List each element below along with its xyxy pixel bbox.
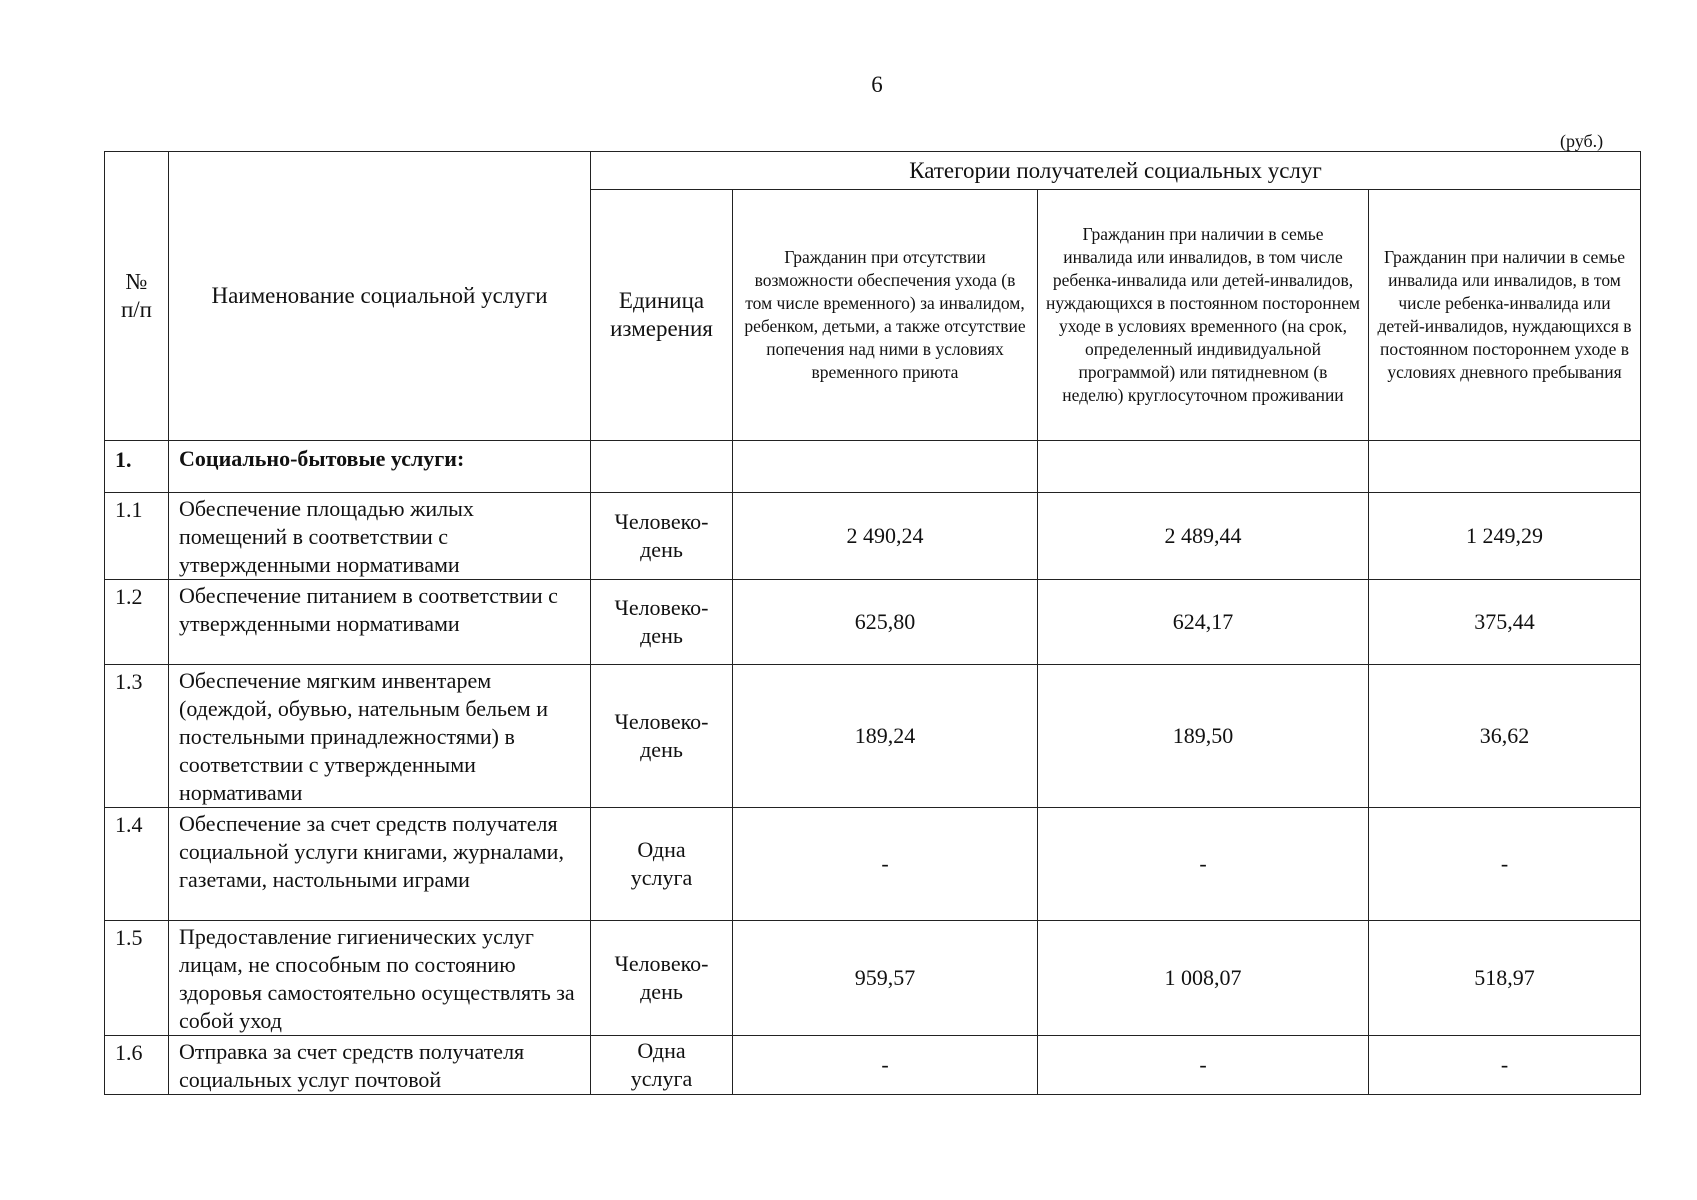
price-category-3: 375,44: [1369, 580, 1641, 665]
row-number: 1.6: [105, 1036, 169, 1095]
row-number: 1.5: [105, 921, 169, 1036]
price-category-2: 2 489,44: [1038, 493, 1369, 580]
table-row: [105, 1036, 1641, 1095]
header-unit: Единица измерения: [591, 190, 733, 441]
table-row: [105, 808, 1641, 921]
price-category-1: -: [733, 808, 1038, 921]
services-tariff-table: [104, 151, 1641, 1095]
header-category-1: Гражданин при отсутствии возможности обеспечения ухода (в том числе временного) за инвалидом, ребенком, детьми, а также отсутствие попечения над ними в условиях временного приюта: [733, 190, 1038, 441]
service-unit: Одна услуга: [591, 1036, 733, 1095]
price-category-2: -: [1038, 808, 1369, 921]
price-category-3: 518,97: [1369, 921, 1641, 1036]
price-category-2: -: [1038, 1036, 1369, 1095]
service-unit: Человеко- день: [591, 921, 733, 1036]
price-category-3: -: [1369, 1036, 1641, 1095]
section-row: [105, 441, 1641, 493]
price-category-2: 189,50: [1038, 665, 1369, 808]
price-category-1: 625,80: [733, 580, 1038, 665]
row-number: 1.3: [105, 665, 169, 808]
service-name: Обеспечение площадью жилых помещений в соответствии с утвержденными нормативами: [169, 493, 591, 580]
header-service-name: Наименование социальной услуги: [169, 152, 591, 441]
price-category-1: 2 490,24: [733, 493, 1038, 580]
price-category-3: 36,62: [1369, 665, 1641, 808]
page-number: 6: [871, 72, 883, 97]
price-category-1: -: [733, 1036, 1038, 1095]
header-recipient-categories: Категории получателей социальных услуг: [591, 152, 1641, 190]
service-unit: Человеко- день: [591, 665, 733, 808]
price-category-1: 189,24: [733, 665, 1038, 808]
price-category-2: 624,17: [1038, 580, 1369, 665]
header-category-3: Гражданин при наличии в семье инвалида или инвалидов, в том числе ребенка-инвалида или детей-инвалидов, нуждающихся в постоянном постороннем уходе в условиях дневного пребывания: [1369, 190, 1641, 441]
section-number: 1.: [105, 441, 169, 493]
section-title: Социально-бытовые услуги:: [169, 441, 591, 493]
service-name: Предоставление гигиенических услуг лицам, не способным по состоянию здоровья самостоятельно осуществлять за собой уход: [169, 921, 591, 1036]
service-unit: Одна услуга: [591, 808, 733, 921]
service-name: Отправка за счет средств получателя социальных услуг почтовой: [169, 1036, 591, 1095]
service-name: Обеспечение за счет средств получателя социальной услуги книгами, журналами, газетами, настольными играми: [169, 808, 591, 921]
price-category-2: 1 008,07: [1038, 921, 1369, 1036]
price-category-1: 959,57: [733, 921, 1038, 1036]
price-category-3: -: [1369, 808, 1641, 921]
header-category-2: Гражданин при наличии в семье инвалида или инвалидов, в том числе ребенка-инвалида или детей-инвалидов, нуждающихся в постоянном постороннем уходе в условиях временного (на срок, определенный индивидуальной программой) или пятидневном (в неделю) круглосуточном проживании: [1038, 190, 1369, 441]
table-row: [105, 921, 1641, 1036]
service-unit: Человеко- день: [591, 580, 733, 665]
service-name: Обеспечение питанием в соответствии с утвержденными нормативами: [169, 580, 591, 665]
header-number: № п/п: [105, 152, 169, 441]
service-unit: Человеко- день: [591, 493, 733, 580]
row-number: 1.2: [105, 580, 169, 665]
price-category-3: 1 249,29: [1369, 493, 1641, 580]
table-row: [105, 493, 1641, 580]
table-row: [105, 665, 1641, 808]
row-number: 1.4: [105, 808, 169, 921]
service-name: Обеспечение мягким инвентарем (одеждой, обувью, нательным бельем и постельными принадлежностями) в соответствии с утвержденными нормативами: [169, 665, 591, 808]
table-row: [105, 580, 1641, 665]
currency-unit-note: (руб.): [1560, 131, 1604, 151]
row-number: 1.1: [105, 493, 169, 580]
